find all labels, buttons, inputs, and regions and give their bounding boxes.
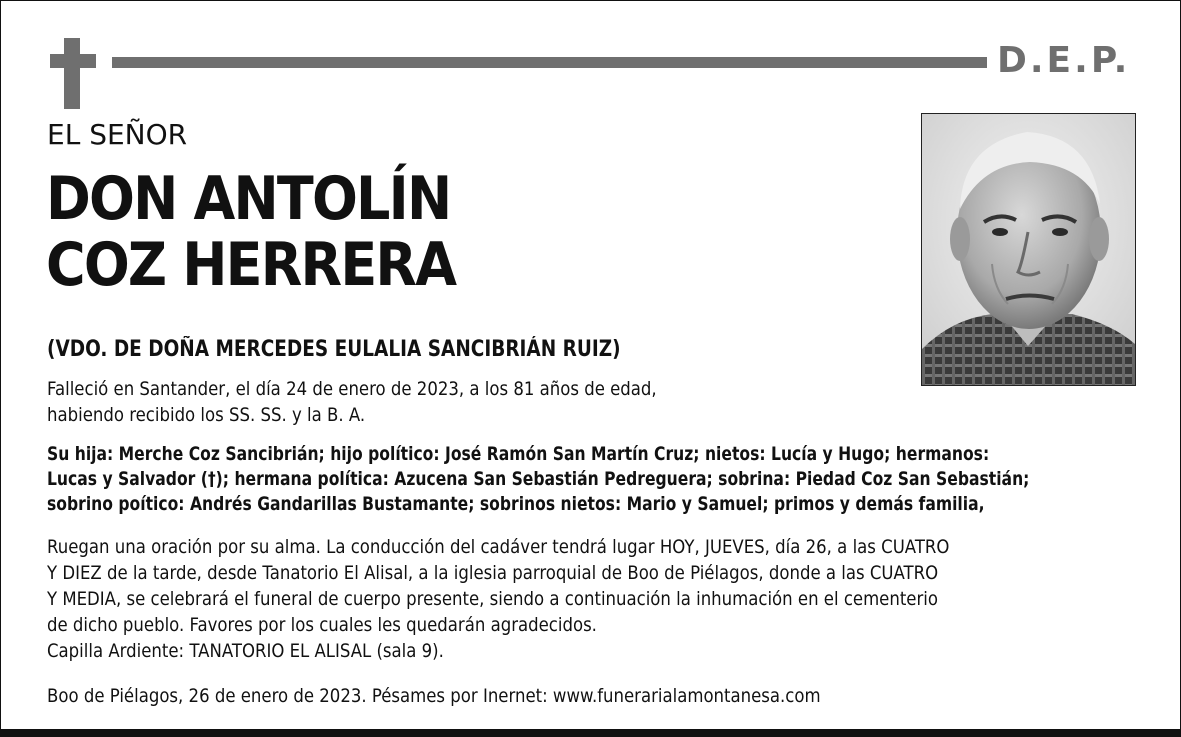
dep-label: D.E.P. (997, 40, 1131, 81)
family-line1: Su hija: Merche Coz Sancibrián; hijo político: José Ramón San Martín Cruz; nietos: Lucía y Hugo; hermanos: (47, 443, 990, 465)
family-list (47, 442, 1029, 517)
cross-icon-crossbar (50, 54, 96, 68)
header-rule (112, 57, 987, 68)
deceased-name-line2: COZ HERRERA (46, 230, 456, 300)
family-line3: sobrino poítico: Andrés Gandarillas Bustamante; sobrinos nietos: Mario y Samuel; primos y demás familia, (47, 493, 985, 515)
death-notice-line1: Falleció en Santander, el día 24 de enero de 2023, a los 81 años de edad, (47, 378, 657, 400)
widower-of: (VDO. DE DOÑA MERCEDES EULALIA SANCIBRIÁN RUIZ) (47, 337, 621, 362)
cross-icon (64, 38, 80, 109)
service-line2: Y DIEZ de la tarde, desde Tanatorio El Alisal, a la iglesia parroquial de Boo de Piélagos, donde a las CUATRO (47, 562, 939, 584)
portrait-photo (921, 113, 1136, 386)
deceased-name (46, 166, 455, 298)
service-line3: Y MEDIA, se celebrará el funeral de cuerpo presente, siendo a continuación la inhumación en el cementerio (47, 588, 938, 610)
service-line4: de dicho pueblo. Favores por los cuales les quedarán agradecidos. (47, 614, 597, 636)
death-notice (47, 376, 657, 428)
deceased-name-line1: DON ANTOLÍN (46, 164, 451, 234)
service-line5: Capilla Ardiente: TANATORIO EL ALISAL (sala 9). (47, 640, 444, 662)
family-line2: Lucas y Salvador (†); hermana política: Azucena San Sebastián Pedreguera; sobrina: Piedad Coz San Sebastián; (47, 468, 1030, 490)
footer-line: Boo de Piélagos, 26 de enero de 2023. Pésames por Inernet: www.funerarialamontanesa.com (47, 685, 821, 707)
honorific: EL SEÑOR (47, 118, 188, 151)
death-notice-line2: habiendo recibido los SS. SS. y la B. A. (47, 404, 366, 426)
service-details (47, 534, 949, 664)
bottom-border (0, 729, 1181, 737)
service-line1: Ruegan una oración por su alma. La conducción del cadáver tendrá lugar HOY, JUEVES, día 26, a las CUATRO (47, 536, 950, 558)
